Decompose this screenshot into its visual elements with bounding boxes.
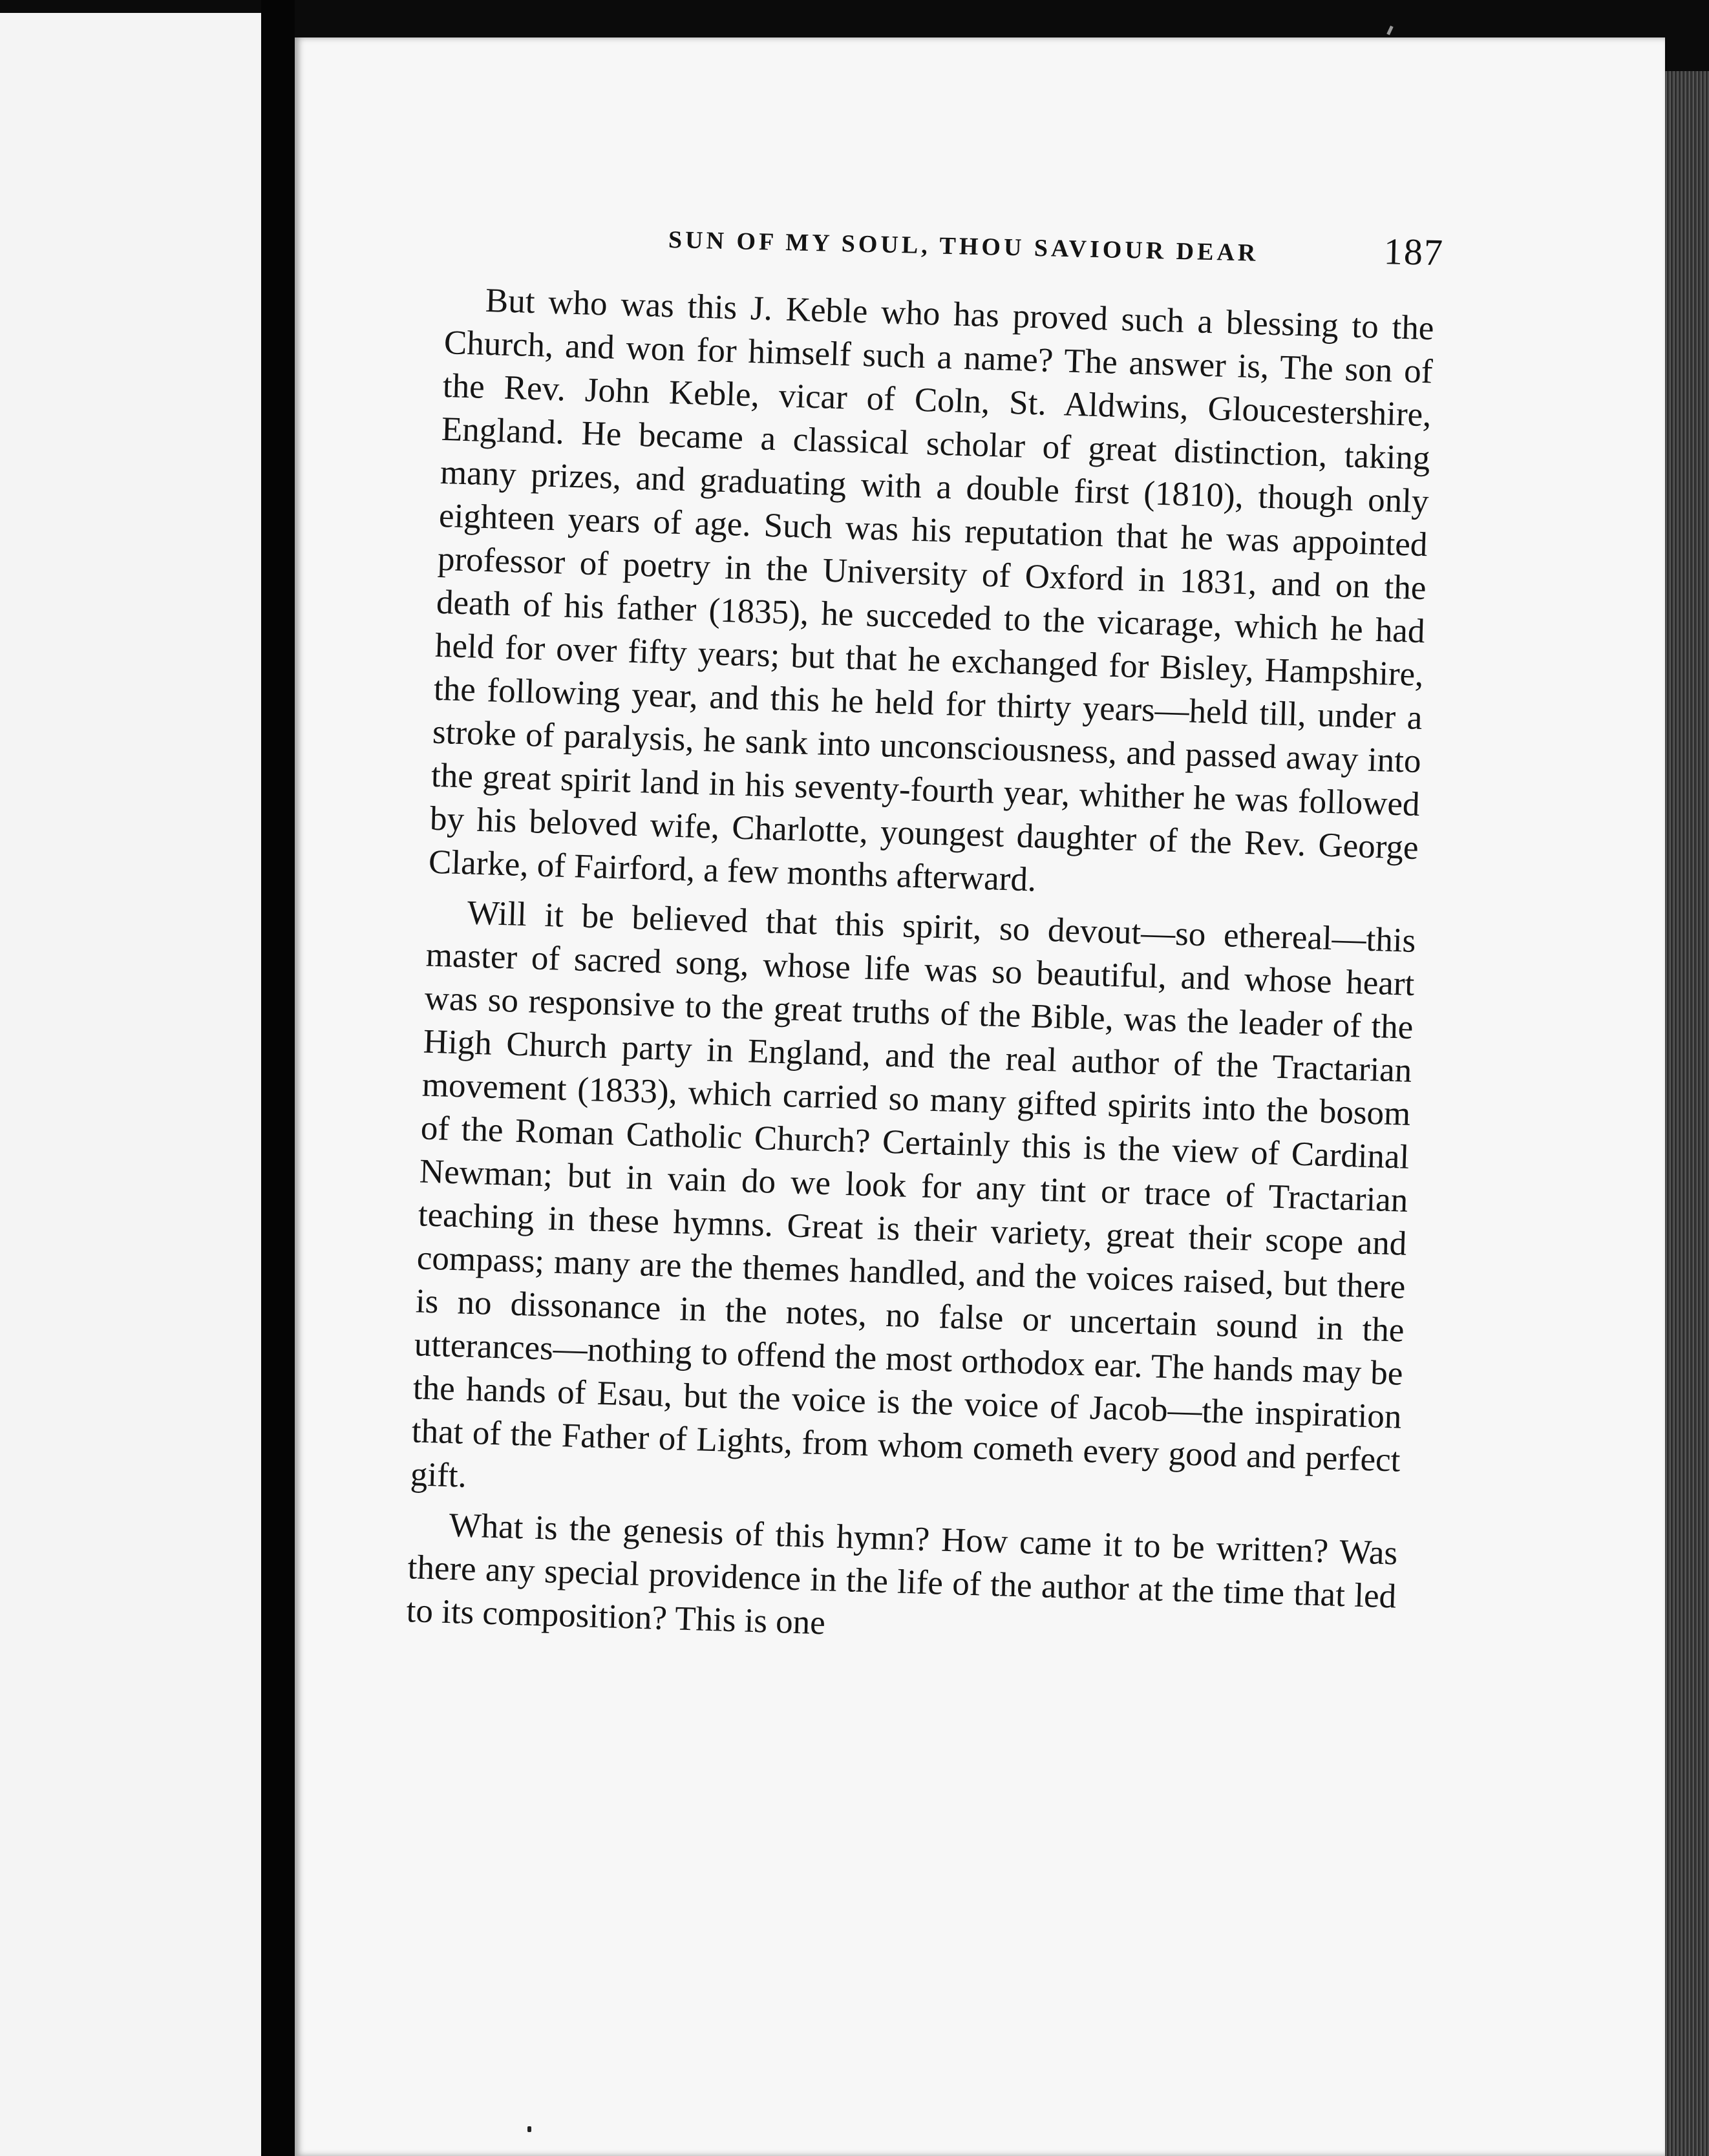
scan-speck-mark [1386, 26, 1393, 36]
paragraph-tractarian-movement: Will it be believed that this spirit, so devout—so ethereal—this master of sacred song, whose life was so beautiful, and whose heart was so responsive to the great truths of the Bible, was the leader of the High Church party in England, and the real author of the Tractarian movement (1833), which carried so many gifted spirits into the bosom of the Roman Catholic Church? Certainly this is the view of Cardinal Newman; but in vain do we look for any tint or trace of Tractarian teaching in these hymns. Great is their variety, great their scope and compass; many are the themes handled, and the voices raised, but there is no dissonance in the notes, no false or uncertain sound in the utterances—nothing to offend the most orthodox ear. The hands may be the hands of Esau, but the voice is the voice of Jacob—the inspiration that of the Father of Lights, from whom cometh every good and perfect gift. [410, 894, 1417, 1495]
running-title: SUN OF MY SOUL, THOU SAVIOUR DEAR [668, 226, 1259, 267]
paragraph-keble-biography: But who was this J. Keble who has proved such a blessing to the Church, and won for himself such a name? The answer is, The son of the Rev. John Keble, vicar of Coln, St. Aldwins, Gloucestershire, England. He became a classical scholar of great distinction, taking many prizes, and graduating with a double first (1810), though only eighteen years of age. Such was his reputation that he was appointed professor of poetry in the University of Oxford in 1831, and on the death of his father (1835), he succeded to the vicarage, which he had held for over fifty years; but that he exchanged for Bisley, Hampshire, the following year, and this he held for thirty years—held till, under a stroke of paralysis, he sank into unconsciousness, and passed away into the great spirit land in his seventy-fourth year, whither he was followed by his beloved wife, Charlotte, youngest daughter of the Rev. George Clarke, of Fairford, a few months afterward. [428, 281, 1435, 899]
page-number: 187 [1383, 230, 1445, 274]
book-gutter [261, 0, 295, 2156]
body-text [406, 278, 1435, 1662]
left-page-blank [0, 13, 261, 2156]
paragraph-hymn-genesis: What is the genesis of this hymn? How came it to be written? Was there any special providence in the life of the author at the time that led to its composition? This is one [405, 1506, 1398, 1642]
page-edges [1665, 71, 1709, 2156]
ink-dot-mark [527, 2126, 531, 2132]
